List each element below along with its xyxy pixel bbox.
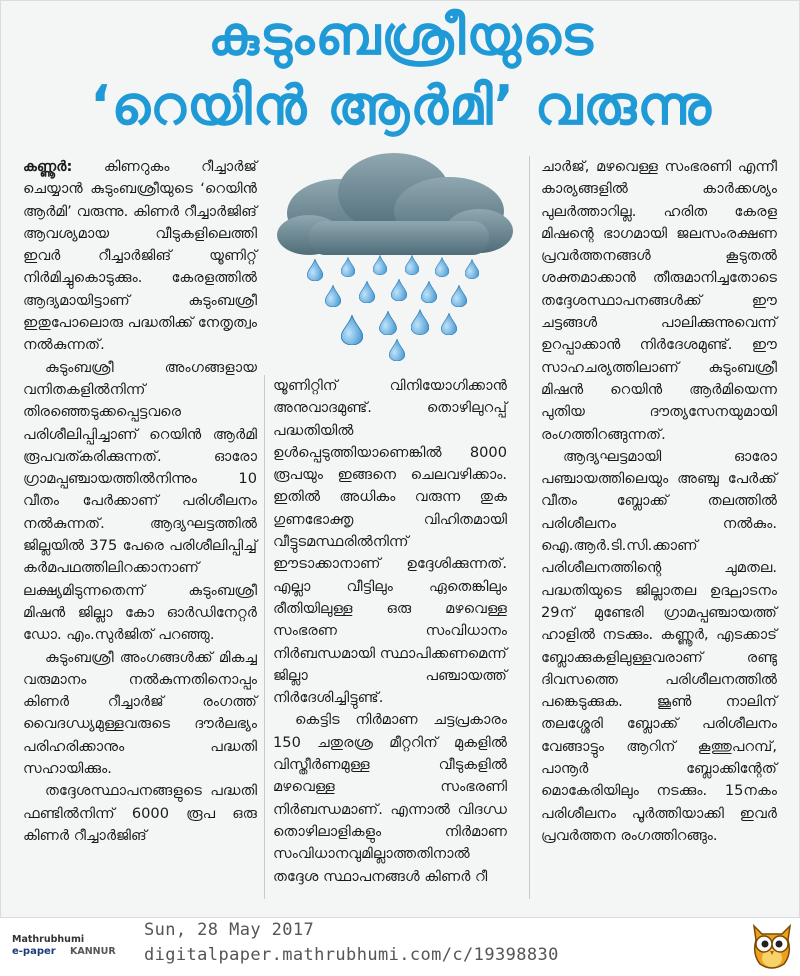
article-paragraph bbox=[541, 446, 777, 847]
article-paragraph bbox=[23, 647, 257, 781]
article-column-1 bbox=[23, 156, 257, 847]
paragraph-text: യൂണിറ്റിന് വിനിയോഗിക്കാൻ അനുവാദമുണ്ട്. തൊഴിലുറപ്പ് പദ്ധതിയിൽ ഉൾപ്പെടുത്തിയാണെങ്കിൽ 8000 രൂപയും ഇങ്ങനെ ചെലവഴിക്കാം. ഇതിൽ അധികം വരുന്ന തുക ഗുണഭോക്തൃ വിഹിതമായി വീട്ടുടമസ്ഥരിൽനിന്ന് ഈടാക്കാനാണ് ഉദ്ദേശിക്കുന്നത്. എല്ലാ വീട്ടിലും ഏതെങ്കിലും രീതിയിലുള്ള ഒരു മഴവെള്ള സംഭരണ സംവിധാനം നിർബന്ധമായി സ്ഥാപിക്കണമെന്ന് ജില്ലാ പഞ്ചായത്ത് നിർദേശിച്ചിട്ടുണ്ട്. bbox=[273, 377, 507, 707]
article-paragraph bbox=[273, 709, 507, 887]
column-divider bbox=[264, 375, 265, 899]
rain-cloud-illustration bbox=[269, 151, 519, 369]
paragraph-text: ആദ്യഘട്ടമായി ഓരോ പഞ്ചായത്തിലെയും അഞ്ചു പേർക്ക് വീതം ബ്ലോക്ക് തലത്തിൽ പരിശീലനം നൽകും. ഐ.ആർ.ടി.സി.ക്കാണ് പരിശീലനത്തിന്റെ ചുമതല. പദ്ധതിയുടെ ജില്ലാതല ഉദ്ഘാടനം 29ന് മുണ്ടേരി ഗ്രാമപ്പഞ്ചായത്ത് ഹാളിൽ നടക്കും. കണ്ണൂർ, എടക്കാട് ബ്ലോക്കുകളിലുള്ളവരാണ് രണ്ടു ദിവസത്തെ പരിശീലനത്തിൽ പങ്കെടുക്കുക. ജൂൺ നാലിന് തലശ്ശേരി ബ്ലോക്ക് പരിശീലനം വേങ്ങാട്ടും ആറിന് കൂത്തുപറമ്പ്, പാനൂർ ബ്ലോക്കിന്റേത് മൊകേരിയിലും നടക്കും. 15നകം പരിശീലനം പൂർത്തിയാക്കി ഇവർ പ്രവർത്തന രംഗത്തിറങ്ങും. bbox=[541, 447, 777, 844]
rain-drops bbox=[307, 255, 479, 361]
mathrubhumi-epaper-logo bbox=[8, 934, 128, 964]
article-paragraph bbox=[23, 780, 257, 847]
edition-label: KANNUR bbox=[70, 946, 116, 957]
owl-mascot-icon bbox=[748, 920, 796, 972]
paragraph-text: കുടുംബശ്രീ അംഗങ്ങളായ വനിതകളിൽനിന്ന് തിരഞ്ഞെടുക്കപ്പെട്ടവരെ പരിശീലിപ്പിച്ചാണ് റെയിൻ ആർമി രൂപവത്കരിക്കുന്നത്. ഓരോ ഗ്രാമപ്പഞ്ചായത്തിൽനിന്നും 10 വീതം പേർക്കാണ് പരിശീലനം നൽകുന്നത്. ആദ്യഘട്ടത്തിൽ ജില്ലയിൽ 375 പേരെ പരിശീലിപ്പിച്ച് കർമപഥത്തിലിറക്കാനാണ് ലക്ഷ്യമിടുന്നതെന്ന് കുടുംബശ്രീ മിഷൻ ജില്ലാ കോ ഓർഡിനേറ്റർ ഡോ. എം.സുർജിത് പറഞ്ഞു. bbox=[23, 358, 257, 644]
paragraph-text: കുടുംബശ്രീ അംഗങ്ങൾക്ക് മികച്ച വരുമാനം നൽകുന്നതിനൊപ്പം കിണർ റീച്ചാർജ് രംഗത്ത് വൈദഗ്ധ്യമുള്ളവരുടെ ദൗർലഭ്യം പരിഹരിക്കാനും പദ്ധതി സഹായിക്കും. bbox=[23, 648, 257, 778]
publication-date: Sun, 28 May 2017 bbox=[144, 920, 315, 940]
article-paragraph bbox=[23, 156, 257, 357]
column-divider bbox=[529, 156, 530, 899]
paragraph-text: തദ്ദേശസ്ഥാപനങ്ങളുടെ പദ്ധതി ഫണ്ടിൽനിന്ന് 6000 രൂപ ഒരു കിണർ റീച്ചാർജിങ് bbox=[23, 782, 257, 844]
article-paragraph bbox=[273, 375, 507, 709]
rain-cloud-icon bbox=[269, 151, 519, 369]
headline-line-1: കുടുംബശ്രീയുടെ bbox=[208, 4, 594, 67]
article-paragraph bbox=[541, 156, 777, 446]
cloud-shape bbox=[277, 153, 513, 255]
article-column-2 bbox=[273, 375, 507, 888]
source-url[interactable]: digitalpaper.mathrubhumi.com/c/19398830 bbox=[144, 945, 559, 965]
paragraph-text: ചാർജ്, മഴവെള്ള സംഭരണി എന്നീ കാര്യങ്ങളിൽ കാർക്കശ്യം പുലർത്താറില്ല. ഹരിത കേരള മിഷന്റെ ഭാഗമായി ജലസംരക്ഷണ പ്രവർത്തനങ്ങൾ കൂടുതൽ ശക്തമാക്കാൻ തീരുമാനിച്ചതോടെ തദ്ദേശസ്ഥാപനങ്ങൾക്ക് ഈ ചട്ടങ്ങൾ പാലിക്കുന്നുവെന്ന് ഉറപ്പാക്കാൻ നിർദേശമുണ്ട്. ഈ സാഹചര്യത്തിലാണ് കുടുംബശ്രീ മിഷൻ റെയിൻ ആർമിയെന്ന പുതിയ ദൗത്യസേനയുമായി രംഗത്തിറങ്ങുന്നത്. bbox=[541, 158, 777, 443]
brand-name: Mathrubhumi bbox=[12, 934, 85, 945]
brand-epaper: e-paper bbox=[12, 946, 56, 957]
article-column-3 bbox=[541, 156, 777, 847]
headline-line-2: ‘റെയിൻ ആർമി’ വരുന്നു bbox=[90, 74, 712, 137]
dateline: കണ്ണൂർ: bbox=[23, 158, 73, 175]
paragraph-text: കെട്ടിട നിർമാണ ചട്ടപ്രകാരം 150 ചതുരശ്ര മീറ്ററിന് മുകളിൽ വിസ്തീർണമുള്ള വീടുകളിൽ മഴവെള്ള സംഭരണി നിർബന്ധമാണ്. എന്നാൽ വിദഗ്ധ തൊഴിലാളികളും നിർമാണ സംവിധാനവുമില്ലാത്തതിനാൽ തദ്ദേശ സ്ഥാപനങ്ങൾ കിണർ റീ bbox=[273, 711, 507, 885]
article-paragraph bbox=[23, 357, 257, 647]
paragraph-text: കിണറുകം റീച്ചാർജ് ചെയ്യാൻ കുടുംബശ്രീയുടെ ‘റെയിൻ ആർമി’ വരുന്നു. കിണർ റീച്ചാർജിങ് ആവശ്യമായ വീടുകളിലെത്തി ഇവർ റീച്ചാർജിങ് യൂണിറ്റ് നിർമിച്ചുകൊടുക്കും. കേരളത്തിൽ ആദ്യമായിട്ടാണ് കുടുംബശ്രീ ഇതുപോലൊരു പദ്ധതിക്ക് നേതൃത്വം നൽകുന്നത്. bbox=[23, 158, 257, 354]
